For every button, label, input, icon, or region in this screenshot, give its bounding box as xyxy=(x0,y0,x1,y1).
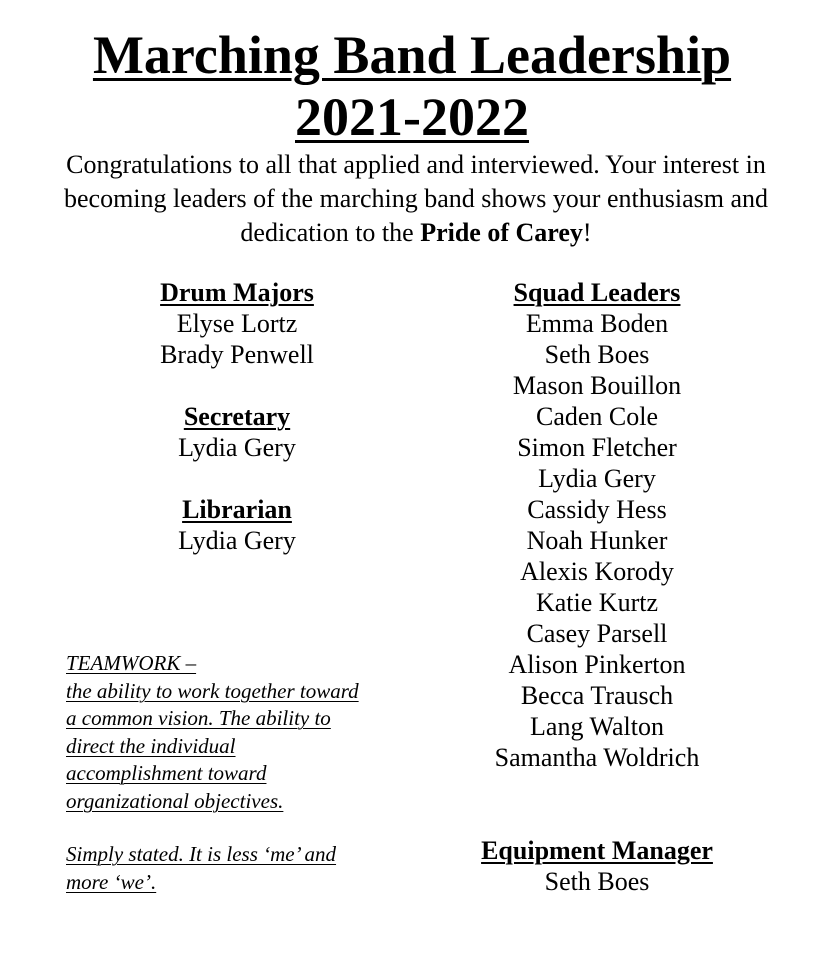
teamwork-quote-line: a common vision. The ability to xyxy=(66,706,331,730)
squad-leaders-heading: Squad Leaders xyxy=(513,278,681,307)
squad-leader-name: Alexis Korody xyxy=(520,557,674,586)
intro-trail-text: ! xyxy=(582,218,592,247)
intro-lead-text: Congratulations to all that applied and interviewed. Your interest in becoming leaders of the marching band shows your enthusiasm and dedication to the xyxy=(64,150,768,247)
left-column xyxy=(97,277,377,556)
drum-majors-heading: Drum Majors xyxy=(160,278,314,307)
equipment-manager-heading: Equipment Manager xyxy=(481,836,713,865)
page-subtitle-year: 2021-2022 xyxy=(295,87,529,147)
teamwork-quote-line: the ability to work together toward xyxy=(66,678,359,703)
teamwork-quote-line: direct the individual xyxy=(66,733,236,758)
squad-leader-name: Cassidy Hess xyxy=(527,495,667,524)
squad-leader-name: Caden Cole xyxy=(535,402,659,431)
librarian-heading: Librarian xyxy=(182,495,292,524)
squad-leader-name: Samantha Woldrich xyxy=(494,743,700,772)
equipment-manager-name: Seth Boes xyxy=(544,867,650,896)
squad-leader-name: Becca Trausch xyxy=(520,681,674,710)
teamwork-closing-line: Simply stated. It is less ‘me’ and xyxy=(66,842,337,866)
squad-leader-name: Lang Walton xyxy=(530,712,664,741)
teamwork-closing-line: more ‘we’. xyxy=(66,869,157,894)
secretary-heading: Secretary xyxy=(183,402,291,431)
teamwork-quote-line: accomplishment toward xyxy=(66,761,267,785)
page-title: Marching Band Leadership xyxy=(92,25,732,85)
squad-leader-name: Mason Bouillon xyxy=(512,371,682,400)
right-column xyxy=(457,277,737,773)
squad-leader-name: Katie Kurtz xyxy=(535,588,658,617)
section-spacer xyxy=(97,370,377,401)
squad-leader-name: Simon Fletcher xyxy=(517,433,677,462)
squad-leader-name: Alison Pinkerton xyxy=(508,650,686,679)
equipment-manager-section xyxy=(457,835,737,897)
drum-major-name: Elyse Lortz xyxy=(176,309,298,338)
teamwork-quote xyxy=(66,650,426,896)
squad-leader-name: Emma Boden xyxy=(525,309,669,338)
drum-major-name: Brady Penwell xyxy=(160,340,314,369)
quote-spacer xyxy=(66,815,426,841)
section-spacer xyxy=(97,463,377,494)
secretary-name: Lydia Gery xyxy=(178,433,296,462)
squad-leader-name: Seth Boes xyxy=(544,340,650,369)
squad-leader-name: Casey Parsell xyxy=(526,619,668,648)
squad-leader-name: Lydia Gery xyxy=(538,464,656,493)
teamwork-quote-line: organizational objectives. xyxy=(66,788,284,813)
squad-leader-name: Noah Hunker xyxy=(526,526,668,555)
intro-paragraph xyxy=(60,148,772,250)
intro-emphasis-text: Pride of Carey xyxy=(420,218,583,247)
teamwork-quote-line: TEAMWORK – xyxy=(66,651,197,675)
librarian-name: Lydia Gery xyxy=(178,526,296,555)
